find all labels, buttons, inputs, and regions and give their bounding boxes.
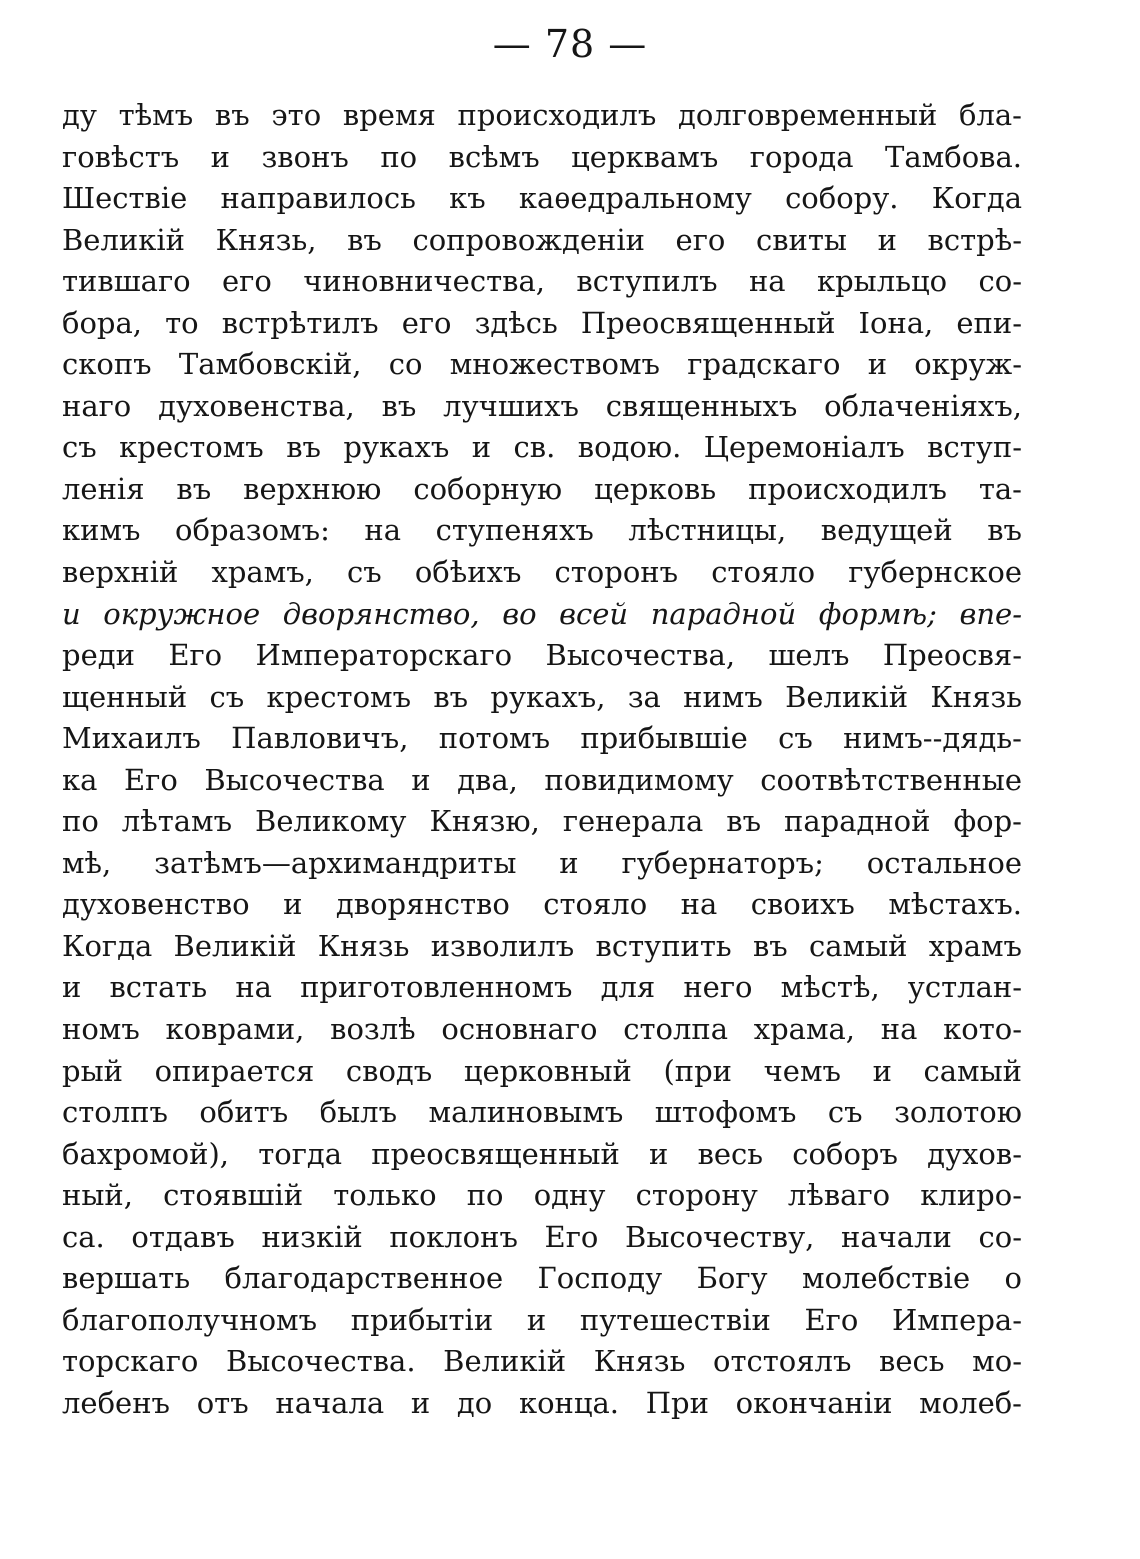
text-line: рый опирается сводъ церковный (при чемъ и самый: [62, 1053, 1022, 1088]
text-line: наго духовенства, въ лучшихъ священныхъ облаченіяхъ,: [62, 388, 1022, 423]
body-text: [62, 95, 1022, 1425]
text-line: мѣ, затѣмъ—архимандриты и губернаторъ; остальное: [62, 845, 1022, 880]
text-line: и встать на приготовленномъ для него мѣстѣ, устлан-: [62, 970, 1022, 1005]
text-line: тившаго его чиновничества, вступилъ на крыльцо со-: [62, 264, 1022, 299]
text-line: столпъ обитъ былъ малиновымъ штофомъ съ золотою: [62, 1095, 1022, 1130]
text-line: Шествіе направилось къ каѳедральному собору. Когда: [62, 181, 1022, 216]
text-line: вершать благодарственное Господу Богу молебствіе о: [62, 1261, 1022, 1296]
page-number: — 78 —: [492, 22, 648, 66]
text-line: кимъ образомъ: на ступеняхъ лѣстницы, ведущей въ: [62, 513, 1022, 548]
text-line: са. отдавъ низкій поклонъ Его Высочеству, начали со-: [62, 1219, 1022, 1254]
text-line: Михаилъ Павловичъ, потомъ прибывшіе съ нимъ--дядь-: [62, 721, 1022, 756]
text-line: съ крестомъ въ рукахъ и св. водою. Церемоніалъ вступ-: [62, 430, 1022, 465]
text-line: говѣстъ и звонъ по всѣмъ церквамъ города Тамбова.: [62, 139, 1022, 174]
text-line: ка Его Высочества и два, повидимому соотвѣтственные: [62, 762, 1022, 797]
text-line-italic: и окружное дворянство, во всей парадной формѣ; впе-: [62, 596, 1022, 631]
text-line: ду тѣмъ въ это время происходилъ долговременный бла-: [62, 98, 1022, 132]
text-line: ленія въ верхнюю соборную церковь происходилъ та-: [62, 471, 1022, 506]
text-line: лебенъ отъ начала и до конца. При окончаніи молеб-: [62, 1385, 1022, 1420]
text-line: реди Его Императорскаго Высочества, шелъ Преосвя-: [62, 638, 1022, 673]
text-line: ный, стоявшій только по одну сторону лѣваго клиро-: [62, 1178, 1022, 1213]
text-line: номъ коврами, возлѣ основнаго столпа храма, на кото-: [62, 1012, 1022, 1047]
text-line: благополучномъ прибытіи и путешествіи Его Импера-: [62, 1302, 1022, 1337]
text-line: Когда Великій Князь изволилъ вступить въ самый храмъ: [62, 928, 1022, 963]
text-line: торскаго Высочества. Великій Князь отстоялъ весь мо-: [62, 1344, 1022, 1379]
text-line: верхній храмъ, съ обѣихъ сторонъ стояло губернское: [62, 555, 1022, 590]
text-line: Великій Князь, въ сопровожденіи его свиты и встрѣ-: [62, 222, 1022, 257]
text-line: бахромой), тогда преосвященный и весь соборъ духов-: [62, 1136, 1022, 1171]
text-line: духовенство и дворянство стояло на своихъ мѣстахъ.: [62, 887, 1022, 922]
text-line: щенный съ крестомъ въ рукахъ, за нимъ Великій Князь: [62, 679, 1022, 714]
text-line: бора, то встрѣтилъ его здѣсь Преосвященный Іона, епи-: [62, 305, 1022, 340]
text-line: скопъ Тамбовскій, со множествомъ градскаго и окруж-: [62, 347, 1022, 382]
text-line: по лѣтамъ Великому Князю, генерала въ парадной фор-: [62, 804, 1022, 839]
